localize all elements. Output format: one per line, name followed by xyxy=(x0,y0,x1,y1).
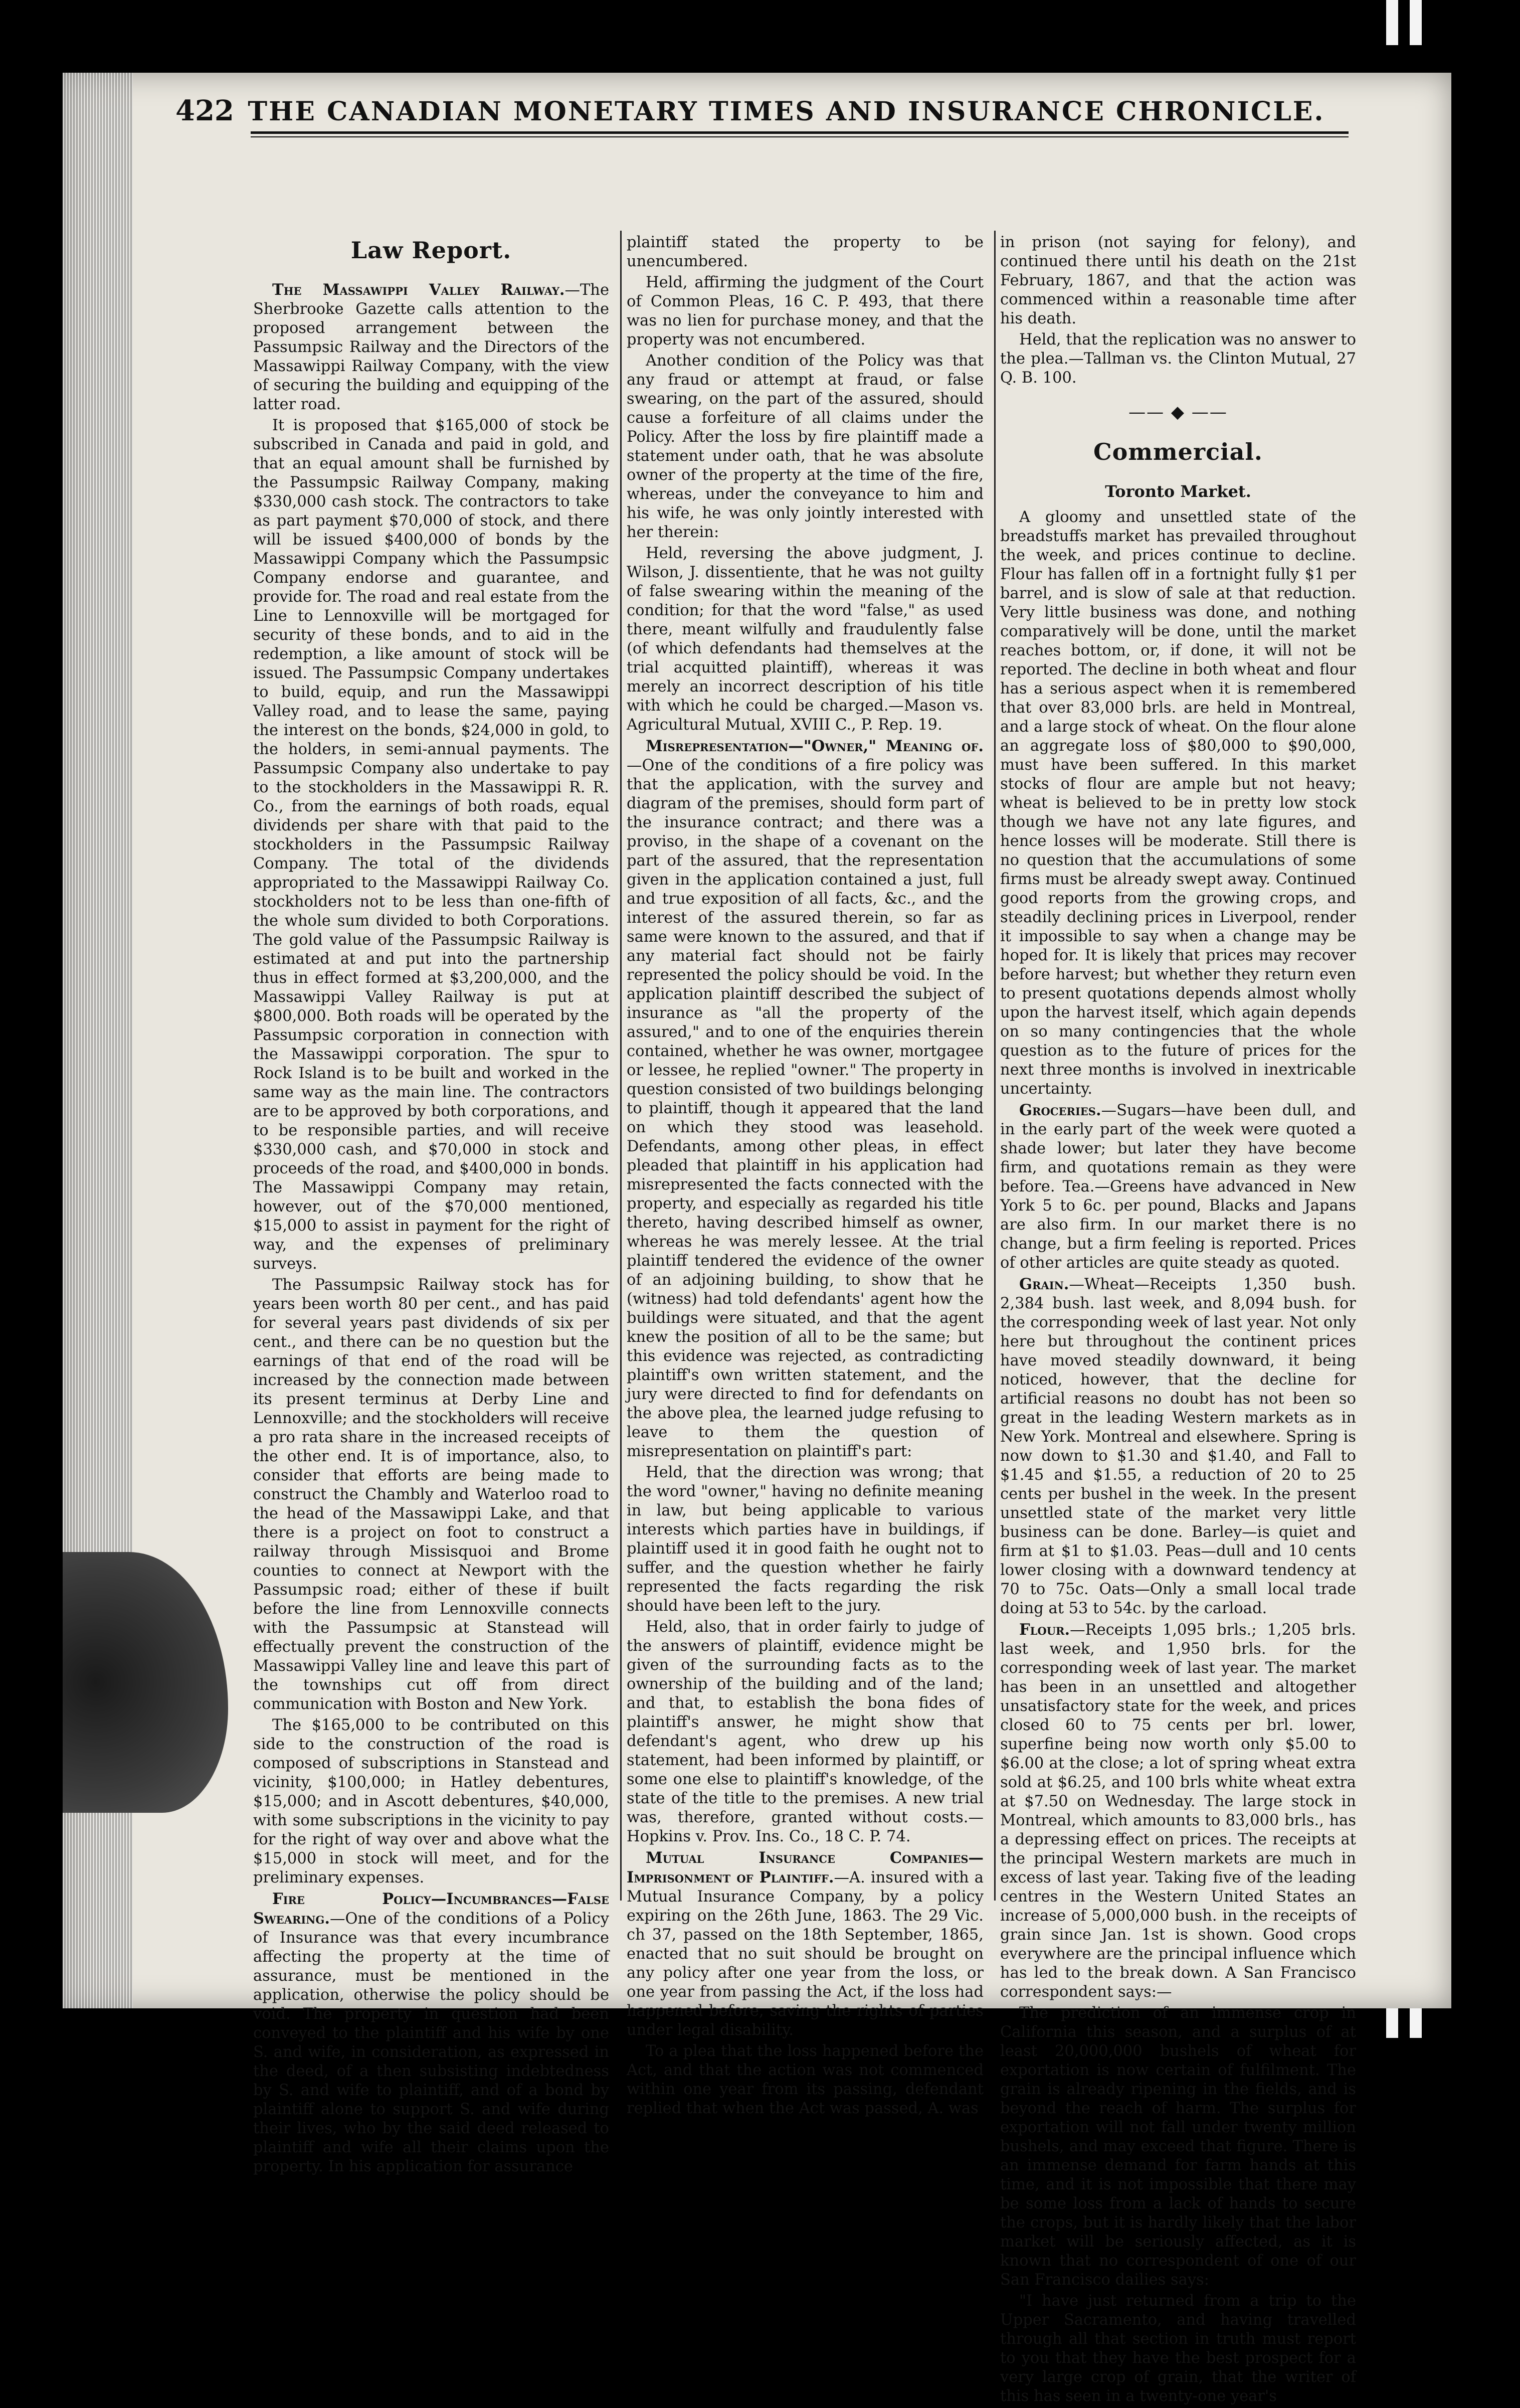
section-divider-ornament: —— ◆ —— xyxy=(1128,402,1228,422)
article-massawippi-contribution: The $165,000 to be contributed on this side to the construction of the road is composed of subscriptions in Stanstead and vicinity, $100,000; in Hatley debentures, $15,000; and in Ascott debentures, $40,000, with some subscriptions in the vicinity to pay for the right of way over and above what the $15,000 in stock will meet, and for the preliminary expenses. xyxy=(253,1716,609,1886)
market-grain: Grain.—Wheat—Receipts 1,350 bush. 2,384 bush. last week, and 8,094 bush. for the corresponding week of last year. Not only here but throughout the continent prices have moved steadily downward, it being noticed, however, that the decline for artificial reasons no doubt has not been so great in the leading Western markets as in New York. Montreal and elsewhere. Spring is now down to $1.30 and $1.40, and Fall to $1.45 and $1.55, a reduction of 20 to 25 cents per bushel in the week. In the present unsettled state of the market very little business can be done. Barley—is quiet and firm at $1 to $1.03. Peas—dull and 10 cents lower closing with a downward tendency at 70 to 75c. Oats—Only a small local trade doing at 53 to 54c. by the carload. xyxy=(1000,1275,1356,1617)
held-affirming: Held, affirming the judgment of the Court of Common Pleas, 16 C. P. 493, that there was no lien for purchase money, and that the property was not encumbered. xyxy=(627,274,984,349)
article-massawippi-stock: The Passumpsic Railway stock has for years been worth 80 per cent., and has paid for several years past dividends of six per cent., and there can be no question but the earnings of that end of the road will be increased by the connection made between its present terminus at Derby Line and Lennoxville; and the stockholders will receive a pro rata share in the increased receipts of the other end. It is of importance, also, to consider that efforts are being made to construct the Chambly and Waterloo road to the head of the Massawippi Lake, and that there is a project on foot to construct a railway through Missisquoi and Brome counties to connect at Newport with the Passumpsic road; either of these if built before the line from Lennoxville connects with the Passumpsic at Stanstead will effectually prevent the construction of the Massawippi Valley line and leave this part of the townships cut off from direct communication with Boston and New York. xyxy=(253,1276,609,1713)
held-direction-wrong: Held, that the direction was wrong; that the word "owner," having no definite meaning in law, but being applicable to various interests which parties have in buildings, if plaintiff used it in good faith he ought not to suffer, and the question whether he fairly represented the facts regarding the risk should have been left to the jury. xyxy=(627,1464,984,1615)
page-number: 422 xyxy=(175,94,234,127)
subheading-toronto-market: Toronto Market. xyxy=(1105,482,1251,501)
running-head: THE CANADIAN MONETARY TIMES AND INSURANCE CHRONICLE. xyxy=(248,96,1325,127)
article-massawippi-intro: The Massawippi Valley Railway.—The Sherbrooke Gazette calls attention to the proposed arrangement between the Passumpsic Railway and the Directors of the Massawippi Railway Company, with the view of securing the building and equipping of the latter road. xyxy=(253,281,609,413)
column-commercial xyxy=(1000,233,1356,2408)
held-reversing: Held, reversing the above judgment, J. Wilson, J. dissentiente, that he was not guilty of false swearing within the meaning of the condition; for that the word "false," as used there, meant wilfully and fraudulently false (of which defendants had themselves at the trial acquitted plaintiff), whereas it was merely an incorrect description of his title with which he could be charged.—Mason vs. Agricultural Mutual, XVIII C., P. Rep. 19. xyxy=(627,545,984,734)
sacramento-report: "I have just returned from a trip to the Upper Sacramento, and having travelled through all that section in truth must report to you that they have the best prospect for a very large crop of grain, that the writer of this has seen in a twenty-one year's xyxy=(1000,2292,1356,2405)
article-massawippi-terms: It is proposed that $165,000 of stock be subscribed in Canada and paid in gold, and that an equal amount shall be furnished by the Passumpsic Railway Company, making $330,000 cash stock. The contractors to take as part payment $70,000 of stock, and there will be issued $400,000 of bonds by the Massawippi Company which the Passumpsic Company endorse and guarantee, and provide for. The road and real estate from the Line to Lennoxville will be mortgaged for security of these bonds, and to aid in the redemption, a like amount of stock will be issued. The Passumpsic Company undertakes to build, equip, and run the Massawippi Valley road, and to lease the same, paying the interest on the bonds, $24,000 in gold, to the holders, in semi-annual payments. The Passumpsic Company also undertake to pay to the stockholders in the Massawippi R. R. Co., from the earnings of both roads, equal dividends per share with that paid to the stockholders in the Passumpsic Railway Company. The total of the dividends appropriated to the Massawippi Railway Co. stockholders not to be less than one-fifth of the whole sum divided to both Corporations. The gold value of the Passumpsic Railway is estimated at and put into the partnership thus in effect formed at $3,200,000, and the Massawippi Valley Railway is put at $800,000. Both roads will be operated by the Passumpsic corporation in connection with the Massawippi corporation. The spur to Rock Island is to be built and worked in the same way as the main line. The contractors are to be approved by both corporations, and to be responsible parties, and will receive $330,000 cash, and $70,000 in stock and proceeds of the road, and $400,000 in bonds. The Massawippi Company may retain, however, out of the $70,000 mentioned, $15,000 to assist in payment for the right of way, and the expenses of preliminary surveys. xyxy=(253,417,609,1273)
article-misrepresentation: Misrepresentation—"Owner," Meaning of.—One of the conditions of a fire policy was that the application, with the survey and diagram of the premises, should form part of the insurance contract; and there was a proviso, in the shape of a covenant on the part of the assured, that the representation given in the application contained a just, full and true exposition of all facts, &c., and the interest of the assured therein, so far as same were known to the assured, and that if any material fact should not be fairly represented the policy should be void. In the application plaintiff described the subject of insurance as "all the property of the assured," and to one of the enquiries therein contained, whether he was owner, mortgagee or lessee, he replied "owner." The property in question consisted of two buildings belonging to plaintiff, though it appeared that the land on which they stood was leasehold. Defendants, among other pleas, in effect pleaded that plaintiff in his application had misrepresented the facts connected with the property, and especially as regarded his title thereto, having described himself as owner, whereas he was merely lessee. At the trial plaintiff tendered the evidence of the owner of an adjoining building, to show that he (witness) had told defendants' agent how the buildings were situated, and that the agent knew the position of all to be the same; but this evidence was rejected, as contradicting plaintiff's own written statement, and the jury were directed to find for defendants on the above plea, the learned judge refusing to leave to them the question of misrepresentation on plaintiff's part: xyxy=(627,737,984,1460)
page-header xyxy=(175,94,1339,127)
fire-policy-continued: plaintiff stated the property to be unencumbered. xyxy=(627,234,984,270)
column-rule-1 xyxy=(620,231,622,1901)
article-fire-policy: Fire Policy—Incumbrances—False Swearing.—One of the conditions of a Policy of Insurance was that every incumbrance affecting the property at the time of assurance, must be mentioned in the application, otherwise the policy should be void. The property in question had been conveyed to the plaintiff and his wife by one S. and wife, in consideration, as expressed in the deed, of a then subsisting indebtedness by S. and wife to plaintiff, and of a bond by plaintiff alone to support S. and wife during their lives, who by the said deed released to plaintiff and wife all their claims upon the property. In his application for assurance xyxy=(253,1890,609,2175)
header-rule-thick xyxy=(251,131,1349,134)
column-law-report xyxy=(253,233,609,2178)
market-overview: A gloomy and unsettled state of the breadstuffs market has prevailed throughout the week, and prices continue to decline. Flour has fallen off in a fortnight fully $1 per barrel, and is slow of sale at that reduction. Very little business was done, and nothing comparatively will be done, until the market reaches bottom, or, if done, it will not be reported. The decline in both wheat and flour has a serious aspect when it is remembered that over 83,000 brls. are held in Montreal, and a large stock of wheat. On the flour alone an aggregate loss of $80,000 to $90,000, must have been suffered. In this market stocks of flour are ample but not heavy; wheat is believed to be in pretty low stock though we have not any late figures, and hence losses will be moderate. Still there is no question that the accumulations of some firms must be already swept away. Continued good reports from the growing crops, and steadily declining prices in Liverpool, render it impossible to say when a change may be hoped for. It is likely that prices may recover before harvest; but whether they return even to present quotations depends almost wholly upon the harvest itself, which again depends on so many contingencies that the whole question as to the future of prices for the next three months is involved in inextricable uncertainty. xyxy=(1000,508,1356,1098)
plea-loss-before-act: To a plea that the loss happened before the Act, and that the action was not commenced within one year from its passing, defendant replied that when the Act was passed, A. was xyxy=(627,2042,984,2117)
scanner-thumb-shadow xyxy=(63,1552,228,1813)
another-condition: Another condition of the Policy was that any fraud or attempt at fraud, or false swearing, on the part of the assured, should cause a forfeiture of all claims under the Policy. After the loss by fire plaintiff made a statement under oath, that he was absolute owner of the property at the time of the fire, whereas, under the conveyance to him and his wife, he was only jointly interested with her therein: xyxy=(627,352,984,541)
film-mark-top-left xyxy=(1386,0,1398,45)
california-prediction: The prediction of an immense crop in California this season, and a surplus of at least 20,000,000 bushels of wheat for exportation is now certain of fulfilment. The grain is already ripening in the fields, and is beyond the reach of harm. The surplus for exportation will not fall under twenty million bushels, and may exceed that figure. There is an immense demand for farm hands at this time, and it is not impossible that there may be some loss from a lack of hands to secure the crops, but it is hardly likely that the labor market will be seriously affected, as it is known that no correspondent of one of our San Francisco dailies says: xyxy=(1000,2004,1356,2289)
section-title-law-report: Law Report. xyxy=(350,237,512,264)
article-mutual-insurance: Mutual Insurance Companies—Imprisonment of Plaintiff.—A. insured with a Mutual Insurance Company, by a policy expiring on the 26th June, 1863. The 29 Vic. ch 37, passed on the 18th September, 1865, enacted that no suit should be brought on any policy after one year from the loss, or one year from passing the Act, if the loss had happened before, saving the rights of parties under legal disability. xyxy=(627,1849,984,2039)
column-middle xyxy=(627,233,984,2120)
market-groceries: Groceries.—Sugars—have been dull, and in the early part of the week were quoted a shade lower; but later they have become firm, and quotations remain as they were before. Tea.—Greens have advanced in New York 5 to 6c. per pound, Blacks and Japans are also firm. In our market there is no change, but a firm feeling is reported. Prices of other articles are quite steady as quoted. xyxy=(1000,1101,1356,1272)
section-title-commercial: Commercial. xyxy=(1093,438,1263,465)
film-mark-top-right xyxy=(1410,0,1422,45)
held-replication: Held, that the replication was no answer to the plea.—Tallman vs. the Clinton Mutual, 27 Q. B. 100. xyxy=(1000,331,1356,387)
column-rule-2 xyxy=(994,231,996,1901)
prison-continued: in prison (not saying for felony), and continued there until his death on the 21st February, 1867, and that the action was commenced within a reasonable time after his death. xyxy=(1000,234,1356,327)
header-rule-thin xyxy=(251,136,1349,137)
market-flour: Flour.—Receipts 1,095 brls.; 1,205 brls. last week, and 1,950 brls. for the corresponding week of last year. The market has been in an unsettled and altogether unsatisfactory state for the week, and prices closed 60 to 75 cents per brl. lower, superfine being now worth only $5.00 to $6.00 at the close; a lot of spring wheat extra sold at $6.25, and 100 brls white wheat extra at $7.50 on Wednesday. The large stock in Montreal, which amounts to 83,000 brls., has a depressing effect on prices. The receipts at the principal Western markets are much in excess of last year. Taking five of the leading centres in the Western United States an increase of 5,000,000 bush. in the receipts of grain since Jan. 1st is shown. Good crops everywhere are the principal influence which has led to the break down. A San Francisco correspondent says:— xyxy=(1000,1621,1356,2001)
held-also: Held, also, that in order fairly to judge of the answers of plaintiff, evidence might be given of the surrounding facts as to the ownership of the building and of the land; and that, to establish the bona fides of plaintiff's answer, he might show that defendant's agent, who drew up his statement, had been informed by plaintiff, or some one else to plaintiff's knowledge, of the state of the title to the premises. A new trial was, therefore, granted without costs.—Hopkins v. Prov. Ins. Co., 18 C. P. 74. xyxy=(627,1618,984,1845)
